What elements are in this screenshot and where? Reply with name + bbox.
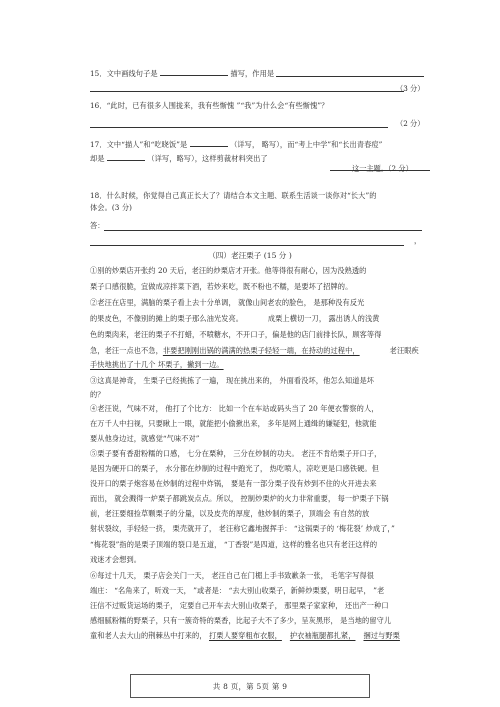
passage-line	[90, 314, 380, 324]
passage-line: 感细腻粉糯的野栗子，只有一簇奇特的栗香，比起子大不了多少，呈灰黑形， 是当地的留守儿	[90, 616, 392, 625]
passage-line: ①别的炒栗店开张约 20 天后，老汪的炒栗店才开张。他等得很有耐心，因为没熟透的	[90, 266, 367, 275]
q18-answer-line-2[interactable]	[90, 245, 404, 246]
q18-line-1: 18．什么时候，你觉得自己真正长大了？请结合本文主题、联系生活谈一谈你对“长大”的	[90, 191, 377, 200]
q15-number: 15．文中画线句子是	[90, 69, 158, 78]
q17-text-d: （详写，略写），这样剪裁材料突出了	[147, 154, 268, 163]
underlined-sentence: 非要把刚刚出锅的满满的热栗子轻轻一端，在持动的过程中，	[162, 346, 360, 355]
q15-score: （3 分）	[396, 84, 425, 93]
q17-tail: 这一主题。（2 分）	[352, 164, 413, 173]
passage-text: 成栗上横切一刀， 露出诱人的浅黄	[267, 314, 380, 323]
q17-line-2	[90, 152, 268, 164]
passage-line: 是因为硬开口的栗子， 水分都在炒制的过程中跑光了， 热吃喷人，凉吃更是口感铁硬。但	[90, 464, 379, 473]
q17-blank-2[interactable]	[107, 152, 145, 161]
q17-text-c: 却是	[90, 154, 105, 163]
q15-line	[90, 67, 274, 79]
q15-answer-line[interactable]	[276, 76, 424, 77]
q15-blank-1[interactable]	[160, 67, 228, 76]
passage-line: ②老汪在店里，满脑的栗子看上去十分单调， 就像山间老农的脸色， 是那种没有反光	[90, 298, 365, 307]
underlined-sentence: 护衣袖瓶腿都扎紧，	[289, 631, 356, 640]
passage-line: 射状裂纹，手轻轻一挤， 栗壳就开了， 老汪称它鑫地握挥手： “这锅栗子的 ‘梅花裂’ 炒成了，”	[90, 524, 395, 533]
passage-line: 的？	[90, 390, 105, 399]
q17-blank-1[interactable]	[190, 138, 228, 147]
passage-text: 急，老汪一点也不急，	[90, 346, 163, 355]
passage-line: 栗子口感很脆，宜做成凉拌菜下酒，若炒来吃，既不粉也不糯，是要坏了招牌的。	[90, 282, 353, 291]
passage-line: 前，老汪要细捡草颗栗子的分量，以及皮壳的厚度，他炒制的栗子，顶端会 有自然的放	[90, 509, 370, 518]
passage-line: ⑤栗子要有香甜粉糯的口感， 七分在栗种， 三分在炒制的功夫。 老汪不肯给栗子开口子，	[90, 449, 382, 458]
q17-text-b: （详写， 略写），而“考上中学”和“长出青春痘”	[230, 140, 383, 149]
q15-prompt: 描写，作用是	[230, 69, 275, 78]
passage-line: ③这真是神奇， 生栗子已经挑拣了一遍， 现在挑出来的， 外面看没坏，他怎么知道是坏	[90, 376, 375, 385]
q17-text-a: 17．文中“描人”和“吃晓饭”是	[90, 140, 188, 149]
passage-line: 而出， 就会溅得一炉栗子都跳炭点点。所以， 控制炒栗炉的火力非常重要， 每一炉栗子下锅	[90, 494, 389, 503]
q16-answer-line[interactable]	[90, 127, 388, 128]
passage-line	[90, 360, 224, 370]
passage-line: 没开口的栗子炮容易在炒制的过程中炸锅， 要是有一部分栗子没有炒到不住的火开进去来	[90, 479, 377, 488]
passage-line: 戏迷才会想到。	[90, 555, 142, 564]
passage-text: 童和老人去大山的荆棘丛中打来的，	[90, 631, 209, 640]
passage-line: ④老汪说，气味不对， 他打了个比方： 比如一个在车站或码头当了 20 年便衣警察的人，	[90, 404, 379, 413]
passage-text: 老汪眼疾	[389, 346, 419, 355]
passage-line: 在万千人中扫视，只要瞅上一眼，就能把小偷揪出来， 多年是网上通缉的嫌疑犯，他就能	[90, 419, 377, 428]
passage-line: 要从他身边过，就感觉“气味不对”	[90, 434, 200, 443]
underlined-sentence: 手快地挑出了十几个 坏栗子，撇到一边。	[90, 360, 224, 369]
q18-end-mark: ，	[414, 236, 422, 245]
page-footer: 共 8 页，第 5页 第 9	[130, 674, 370, 698]
passage-line: 色的栗肉来，老汪的栗子不打蜡，不喷糖水，不开口子，偏是他的店门前排长队，顾客等得	[90, 330, 382, 339]
underlined-sentence: 捆过与野栗	[363, 631, 400, 640]
passage-text: 的果皮色，不像别的摊上的栗子那么油光发亮。	[90, 314, 244, 323]
section-title: （四）老汪栗子 (15 分 )	[208, 251, 292, 260]
q16-score: （2 分）	[396, 119, 425, 128]
passage-line	[90, 631, 400, 641]
q18-answer-label: 答：	[90, 221, 105, 230]
q15-answer-line-2[interactable]	[90, 91, 404, 92]
q18-line-2: 体会。(3 分)	[90, 203, 133, 212]
passage-line	[90, 346, 419, 356]
passage-line: “梅花裂”指的是栗子顶端的裂口是五道， “丁香裂”是四道，这样的雅名也只有老汪这样的	[90, 540, 378, 549]
passage-line: 汪信不过贩货运场的栗子， 定要自己开车去大别山收栗子， 那里栗子家家种， 还出产一种口	[90, 601, 389, 610]
passage-line: 端庄： “名角来了，听戏一天， ”或者是： “去大别山收栗子，新鲜炒栗要，明日起早， ”老	[90, 586, 385, 595]
q17-line-1	[90, 138, 382, 150]
q16-line: 16．“此时，已有很多人围拢来，我有些惭愧 ”“我”为什么会“有些惭愧”？	[90, 101, 329, 110]
underlined-sentence: 打栗人要穿粗布衣服，	[209, 631, 282, 640]
q18-answer-line-1[interactable]	[104, 230, 422, 231]
passage-line: ⑥每过十几天， 栗子店会关门一天， 老汪自己在门楣上手书致歉条一张， 毛笔字写得很	[90, 571, 375, 580]
